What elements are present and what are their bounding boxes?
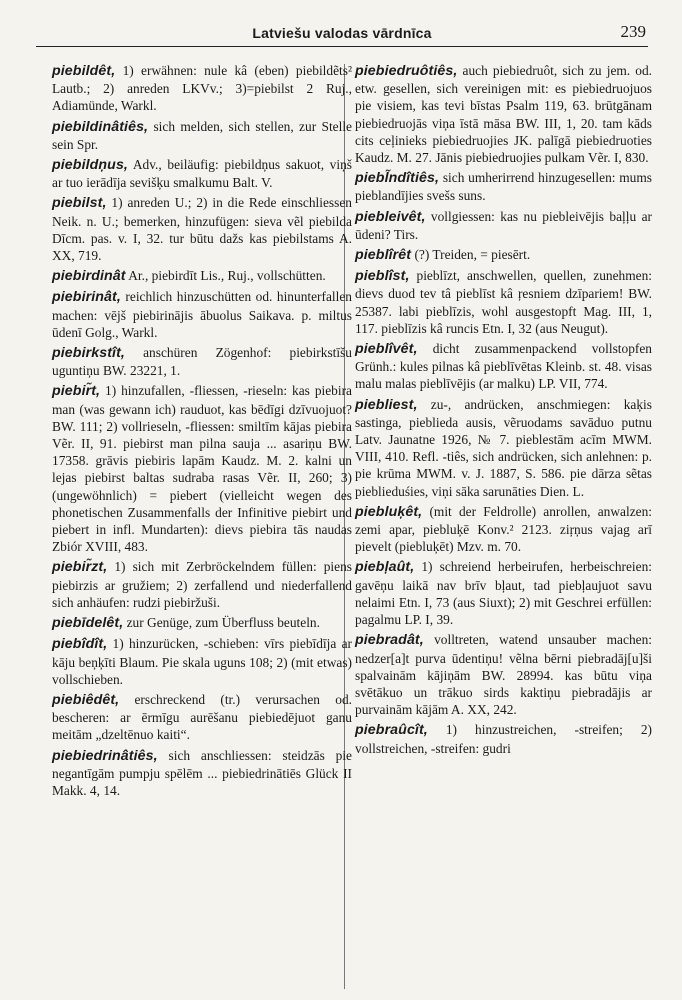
entry-headword: piebleivêt, — [355, 208, 426, 225]
dictionary-entry — [52, 558, 352, 611]
entry-definition: zur Genüge, zum Überfluss beuteln. — [123, 615, 320, 631]
entry-headword: piebildêt, — [52, 63, 116, 79]
entry-definition: 1) anreden U.; 2) in die Rede einschliessen Neik. n. U.; bemerken, hinzufügen: sieva vẽl piebilda Dīcm. pas. v. I, 32. tur būtu dažs kas piebilstams A. XX, 719. — [52, 195, 352, 264]
entry-headword: piebirdinât — [52, 268, 126, 285]
entry-definition: 1) hinzurücken, -schieben: vīrs piebīdīja ar kāju beņķīti Blaum. Pie skala uguns 108; 2) (mit etwas) vollschieben. — [52, 636, 352, 687]
dictionary-entry — [355, 340, 652, 393]
page-number: 239 — [620, 22, 646, 41]
dictionary-entry — [52, 344, 352, 379]
dictionary-entry — [355, 246, 652, 264]
entry-definition: Ar., piebirdīt Lis., Ruj., vollschütten. — [125, 268, 326, 284]
entry-definition: 1) hinzufallen, -fliessen, -rieseln: kas piebira man (was gewann ich) rauduot, kas bēdīgi dzīvuojuot? BW. 111; 2) vollrieseln, -fliessen: smiltīm kājas piebira Vẽr. II, 91. piebirst man pilna sauja ... asariņu BW. 17358. grāvis piebiris lapām Kaudz. M. 2. kalni un lejas piebirst baltas sudraba rasas Vẽr. II, 260; 3) (ungewöhnlich) = piebert (vielleicht wegen des phonetischen Zusammenfalls der Infinitive piebirt und piebert in infl. Mundarten): dievs piebira tās naudas Zbiór XVIII, 483. — [52, 383, 352, 555]
entry-definition: sich umherirrend hinzugesellen: mums pieblandījies svešs suns. — [355, 170, 652, 204]
dictionary-entry — [355, 208, 652, 243]
entry-headword: piebiedrinâtiês, — [52, 747, 158, 764]
entry-headword: piebîdît, — [52, 636, 108, 653]
entry-headword: pieblîrêt — [355, 247, 412, 264]
dictionary-entry — [355, 62, 652, 166]
dictionary-entry — [355, 267, 652, 337]
entry-headword: piebildinâtiês, — [52, 118, 149, 135]
dictionary-entry — [355, 558, 652, 628]
running-title: Latviešu valodas vārdnīca — [252, 25, 432, 41]
dictionary-entry — [52, 691, 352, 744]
entry-headword: piebilst, — [52, 195, 107, 212]
dictionary-entry — [52, 614, 352, 632]
entry-headword: pieblîvêt, — [355, 341, 418, 358]
entry-definition: 1) hinzustreichen, -streifen; 2) vollstreichen, -streifen: gudri — [355, 722, 652, 756]
dictionary-entry — [355, 169, 652, 204]
dictionary-entry — [52, 194, 352, 264]
entry-headword: piebiedruôtiês, — [355, 63, 458, 79]
entry-headword: piebļaût, — [355, 559, 415, 576]
entry-definition: reichlich hinzuschütten od. hinunterfallen machen: vējš piebirinājis ābuolus Saikava. p. miltus ūdenī Golg., Warkl. — [52, 289, 352, 340]
entry-headword: piebliest, — [355, 396, 418, 413]
entry-headword: piebir̃t, — [52, 383, 101, 400]
entry-definition: volltreten, watend unsauber machen: nedzer[a]t purva ūdentiņu! vẽlna bērni piebradāj[u]ši spalvainām kājiņām BW. 28994. kas būtu viņa svētākuo un trākuo sirds kaktiņu piebradājis ar purvainām kājām A. XX, 242. — [355, 632, 652, 718]
dictionary-entry — [355, 503, 652, 556]
entry-definition: auch piebiedruôt, sich zu jem. od. etw. gesellen, sich vereinigen mit: es piebiedruojuos pie visiem, kas tevi bīstas Psalm 119, 63. brūtgānam piebiedruojās viņa īstā māsa BW. III, 1, 20. tam kāds cits ceļinieks piebiedruojies JK. palīgā piebiedruoties Kaudz. M. 27. Jānis piebiedruojies pulkam Vẽr. I, 830. — [355, 63, 652, 166]
entry-definition: sich melden, sich stellen, zur Stelle sein Spr. — [52, 118, 352, 152]
entry-definition: (?) Treiden, = piesērt. — [411, 247, 531, 263]
entry-definition: zu-, andrücken, anschmiegen: kaķis sastinga, pieblieda ausis, vẽruodams savāduo putnu Latv. Jaunatne 1926, № 7. pieblestām acīm MWM. VIII, 410. Refl. -tiês, sich andrücken, sich anlehnen: p. pie krūma MWM. v. J. 1887, S. 586. pie dārza sẽtas pieblieduśies, viņi sāka sarunāties Dien. L. — [355, 396, 652, 499]
dictionary-entry — [355, 721, 652, 756]
entry-headword: pieblîst, — [355, 268, 410, 285]
entry-definition: sich anschliessen: steidzās pie negantīgām pumpju spēlēm ... piebiedrinātiēs Glück II Makk. 4, 14. — [52, 747, 352, 798]
dictionary-entry — [52, 382, 352, 555]
entry-headword: piebīdelêt, — [52, 615, 124, 632]
entry-headword: piebluķêt, — [355, 503, 423, 520]
entry-definition: vollgiessen: kas nu piebleivējis baļļu ar ūdeni? Tirs. — [355, 208, 652, 242]
entry-headword: piebraûcît, — [355, 722, 428, 739]
entry-definition: (mit der Feldrolle) anrollen, anwalzen: zemi apar, piebluķē Konv.² 2123. ziŗņus vajag arī pievelt (piebluķēt) Mzv. m. 70. — [355, 503, 652, 555]
entry-headword: piebirkstît, — [52, 345, 125, 362]
entry-definition: pieblīzt, anschwellen, quellen, zunehmen: dievs duod tev tâ pieblīst kâ ŗesniem dzīpariem! BW. 25387. labi pieblīzis, wohl ausgestopft Mag. III, 1, 117. pieblīzis kâ runcis Etn. I, 32 (aus Neugut). — [355, 268, 652, 336]
dictionary-entry — [355, 396, 652, 500]
entry-headword: piebildņus, — [52, 157, 128, 174]
entry-headword: piebradât, — [355, 632, 424, 649]
right-column — [355, 62, 652, 760]
dictionary-entry — [52, 118, 352, 153]
left-column — [52, 62, 352, 802]
dictionary-entry — [52, 267, 352, 285]
entry-headword: piebiêdêt, — [52, 691, 120, 708]
dictionary-entry — [52, 156, 352, 191]
entry-headword: piebir̃zt, — [52, 559, 108, 576]
page-header — [36, 22, 648, 47]
dictionary-entry — [52, 62, 352, 115]
dictionary-entry — [52, 635, 352, 688]
entry-definition: 1) schreiend herbeirufen, herbeischreien: gavēņu laikā nav brīv bļaut, tad piebļaujuot savu nelaimi Etn. I, 73 (aus Siuxt); 2) mit Geschrei erfüllen: pagalmu LP. I, 39. — [355, 559, 652, 628]
dictionary-entry — [52, 747, 352, 800]
entry-headword: piebirinât, — [52, 289, 121, 306]
entry-definition: Adv., beiläufig: piebildņus sakuot, viņš ar tuo ierādīja sevišķu smalkumu Balt. V. — [52, 157, 352, 191]
entry-definition: anschüren Zögenhof: piebirkstīšu uguntiņu BW. 23221, 1. — [52, 345, 352, 379]
entry-definition: dicht zusammenpackend vollstopfen Grünh.: kules pilnas kâ pieblīvētas Kleinb. st. 48. visas malu malas pieblīvējis (ar malku) LP. VII, 774. — [355, 341, 652, 392]
entry-definition: 1) sich mit Zerbröckelndem füllen: piens piebirzis ar gružiem; 2) zerfallend und niederfallend sich anhäufen: rudzi piebiržuši. — [52, 559, 352, 610]
dictionary-entry — [52, 288, 352, 341]
dictionary-entry — [355, 631, 652, 718]
entry-definition: erschreckend (tr.) verursachen od. bescheren: ar ērmīgu aurēšanu piebiedējuot ganu meitām „dzeltēnuo kaiti“. — [52, 691, 352, 743]
entry-definition: 1) erwähnen: nule kâ (eben) piebildẽts² Lautb.; 2) anreden LKVv.; 3)=piebilst 2 Ruj., Adiamünde, Warkl. — [52, 63, 352, 114]
entry-headword: piebl̃ndîtiês, — [355, 170, 440, 187]
